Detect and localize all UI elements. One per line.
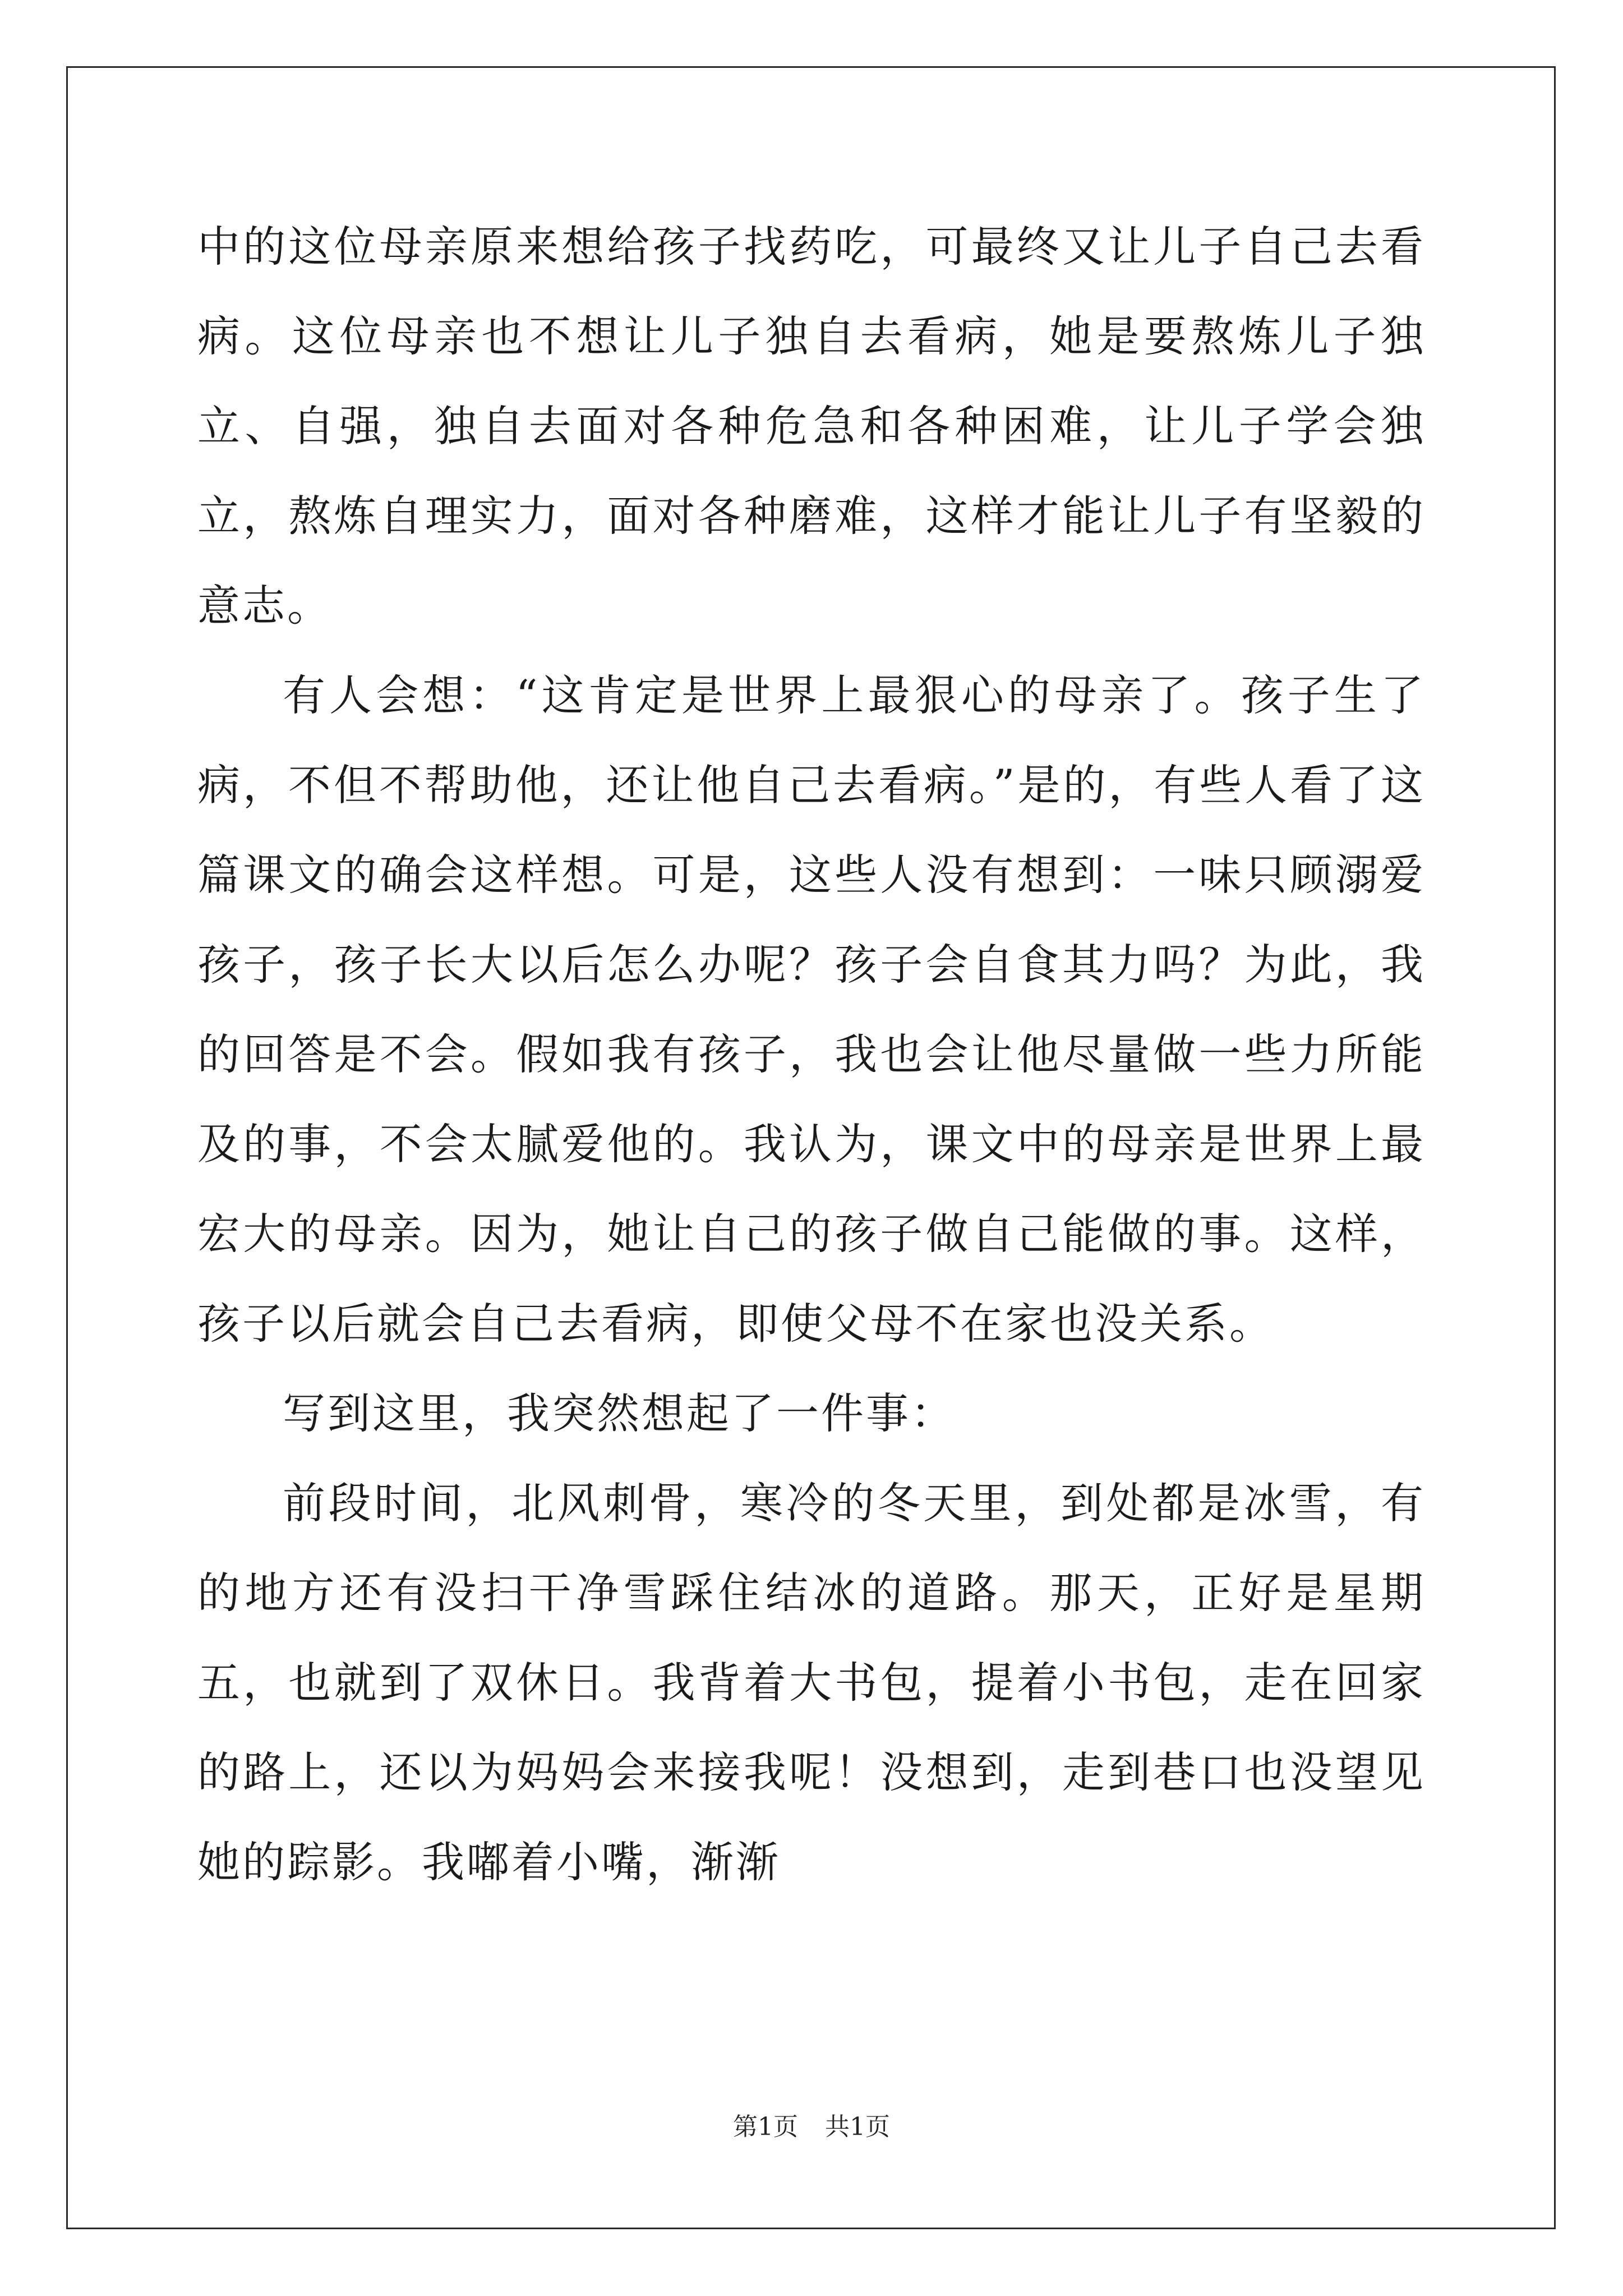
paragraph-4: 前段时间，北风刺骨，寒冷的冬天里，到处都是冰雪，有的地方还有没扫干净雪踩住结冰的道路。那天，正好是星期五，也就到了双休日。我背着大书包，提着小书包，走在回家的路上，还以为妈妈会来接我呢！没想到，走到巷口也没望见她的踪影。我嘟着小嘴，渐渐: [197, 1478, 1426, 1887]
paragraph-3: 写到这里，我突然想起了一件事：: [283, 1388, 956, 1438]
page-number: 第1页: [733, 2113, 798, 2141]
paragraph-2: 有人会想：“这肯定是世界上最狠心的母亲了。孩子生了病，不但不帮助他，还让他自己去看病。”是的，有些人看了这篇课文的确会这样想。可是，这些人没有想到：一味只顾溺爱孩子，孩子长大以后怎么办呢？孩子会自食其力吗？为此，我的回答是不会。假如我有孩子，我也会让他尽量做一些力所能及的事，不会太腻爱他的。我认为，课文中的母亲是世界上最宏大的母亲。因为，她让自己的孩子做自己能做的事。这样，孩子以后就会自己去看病，即使父母不在家也没关系。: [197, 670, 1426, 1349]
paragraph-1: 中的这位母亲原来想给孩子找药吃，可最终又让儿子自己去看病。这位母亲也不想让儿子独自去看病，她是要熬炼儿子独立、自强，独自去面对各种危急和各种困难，让儿子学会独立，熬炼自理实力，面对各种磨难，这样才能让儿子有坚毅的意志。: [197, 222, 1426, 631]
page-footer: [0, 2110, 1623, 2144]
page-total: 共1页: [825, 2113, 890, 2141]
document-body: [197, 202, 1426, 1907]
